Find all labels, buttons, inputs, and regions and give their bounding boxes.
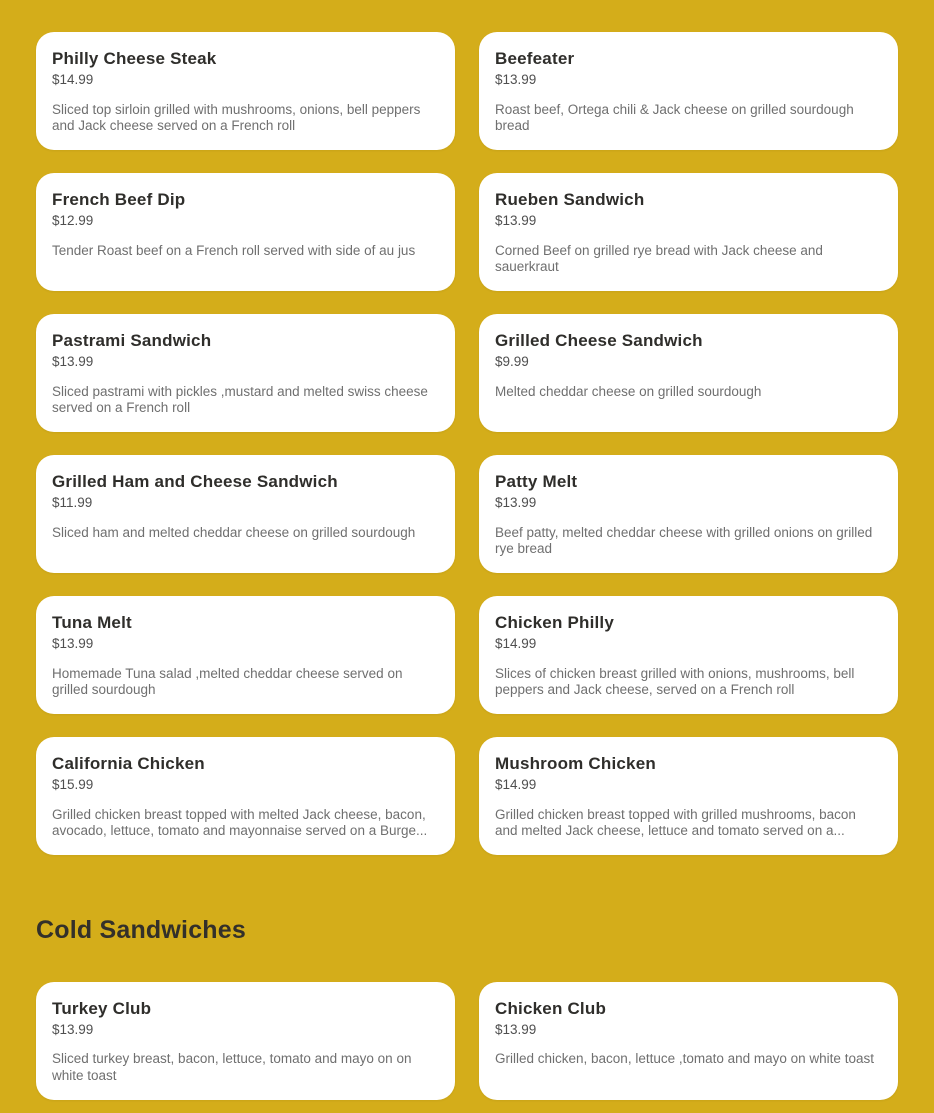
menu-item-card[interactable] [479, 314, 898, 432]
menu-item-price: $13.99 [495, 1022, 537, 1038]
menu-item-price: $13.99 [52, 636, 94, 652]
menu-item-name: Beefeater [495, 49, 575, 68]
menu-item-price: $11.99 [52, 495, 93, 511]
menu-item-price: $13.99 [52, 1022, 94, 1038]
menu-item-name: California Chicken [52, 754, 205, 773]
menu-items-grid [36, 32, 898, 855]
menu-item-card[interactable] [36, 455, 455, 573]
menu-item-card[interactable] [479, 596, 898, 714]
menu-item-description: Homemade Tuna salad ,melted cheddar cheese served on grilled sourdough [52, 665, 403, 698]
menu-item-name: Mushroom Chicken [495, 754, 656, 773]
menu-item-description: Roast beef, Ortega chili & Jack cheese on grilled sourdough bread [495, 101, 854, 134]
menu-item-card[interactable] [479, 455, 898, 573]
menu-item-price: $15.99 [52, 777, 94, 793]
menu-item-name: French Beef Dip [52, 190, 186, 209]
menu-item-description: Sliced turkey breast, bacon, lettuce, tomato and mayo on on white toast [52, 1051, 412, 1083]
menu-item-name: Patty Melt [495, 472, 578, 491]
menu-item-description: Sliced top sirloin grilled with mushrooms, onions, bell peppers and Jack cheese served on a French roll [52, 101, 421, 134]
menu-item-name: Tuna Melt [52, 613, 132, 632]
menu-item-card[interactable] [36, 737, 455, 855]
menu-item-price: $9.99 [495, 354, 529, 370]
menu-item-description: Sliced ham and melted cheddar cheese on grilled sourdough [52, 524, 416, 540]
menu-item-description: Beef patty, melted cheddar cheese with grilled onions on grilled rye bread [495, 524, 873, 557]
menu-item-card[interactable] [479, 737, 898, 855]
menu-item-description: Corned Beef on grilled rye bread with Jack cheese and sauerkraut [495, 242, 823, 275]
menu-item-name: Grilled Cheese Sandwich [495, 331, 703, 350]
menu-item-description: Tender Roast beef on a French roll served with side of au jus [52, 242, 416, 258]
menu-item-price: $14.99 [495, 777, 537, 793]
menu-item-card[interactable] [479, 982, 898, 1100]
menu-item-name: Pastrami Sandwich [52, 331, 212, 350]
menu-item-description: Grilled chicken breast topped with melted Jack cheese, bacon, avocado, lettuce, tomato and mayonnaise served on a Burge... [52, 806, 428, 839]
menu-item-name: Rueben Sandwich [495, 190, 645, 209]
menu-item-name: Philly Cheese Steak [52, 49, 217, 68]
menu-item-price: $14.99 [52, 72, 94, 88]
menu-item-description: Sliced pastrami with pickles ,mustard and melted swiss cheese served on a French roll [52, 383, 428, 416]
menu-item-price: $12.99 [52, 213, 94, 229]
menu-item-card[interactable] [36, 982, 455, 1100]
menu-item-price: $13.99 [495, 213, 537, 229]
menu-item-card[interactable] [36, 314, 455, 432]
menu-item-card[interactable] [479, 32, 898, 150]
menu-item-price: $14.99 [495, 636, 537, 652]
menu-item-price: $13.99 [52, 354, 94, 370]
menu-item-card[interactable] [36, 173, 455, 291]
menu-items-grid [36, 982, 898, 1100]
menu-item-name: Grilled Ham and Cheese Sandwich [52, 472, 338, 491]
menu-item-card[interactable] [36, 596, 455, 714]
menu-item-name: Chicken Philly [495, 613, 615, 632]
section-title: Cold Sandwiches [36, 916, 246, 944]
menu-item-description: Melted cheddar cheese on grilled sourdough [495, 383, 762, 399]
menu-item-price: $13.99 [495, 72, 537, 88]
menu-item-description: Grilled chicken breast topped with grilled mushrooms, bacon and melted Jack cheese, lettuce and tomato served on a... [495, 806, 856, 839]
menu-item-name: Turkey Club [52, 998, 152, 1018]
menu-item-card[interactable] [479, 173, 898, 291]
menu-item-description: Grilled chicken, bacon, lettuce ,tomato and mayo on white toast [495, 1051, 874, 1067]
menu-item-name: Chicken Club [495, 998, 607, 1018]
menu-item-card[interactable] [36, 32, 455, 150]
menu-item-description: Slices of chicken breast grilled with onions, mushrooms, bell peppers and Jack cheese, served on a French roll [495, 665, 855, 698]
menu-item-price: $13.99 [495, 495, 537, 511]
